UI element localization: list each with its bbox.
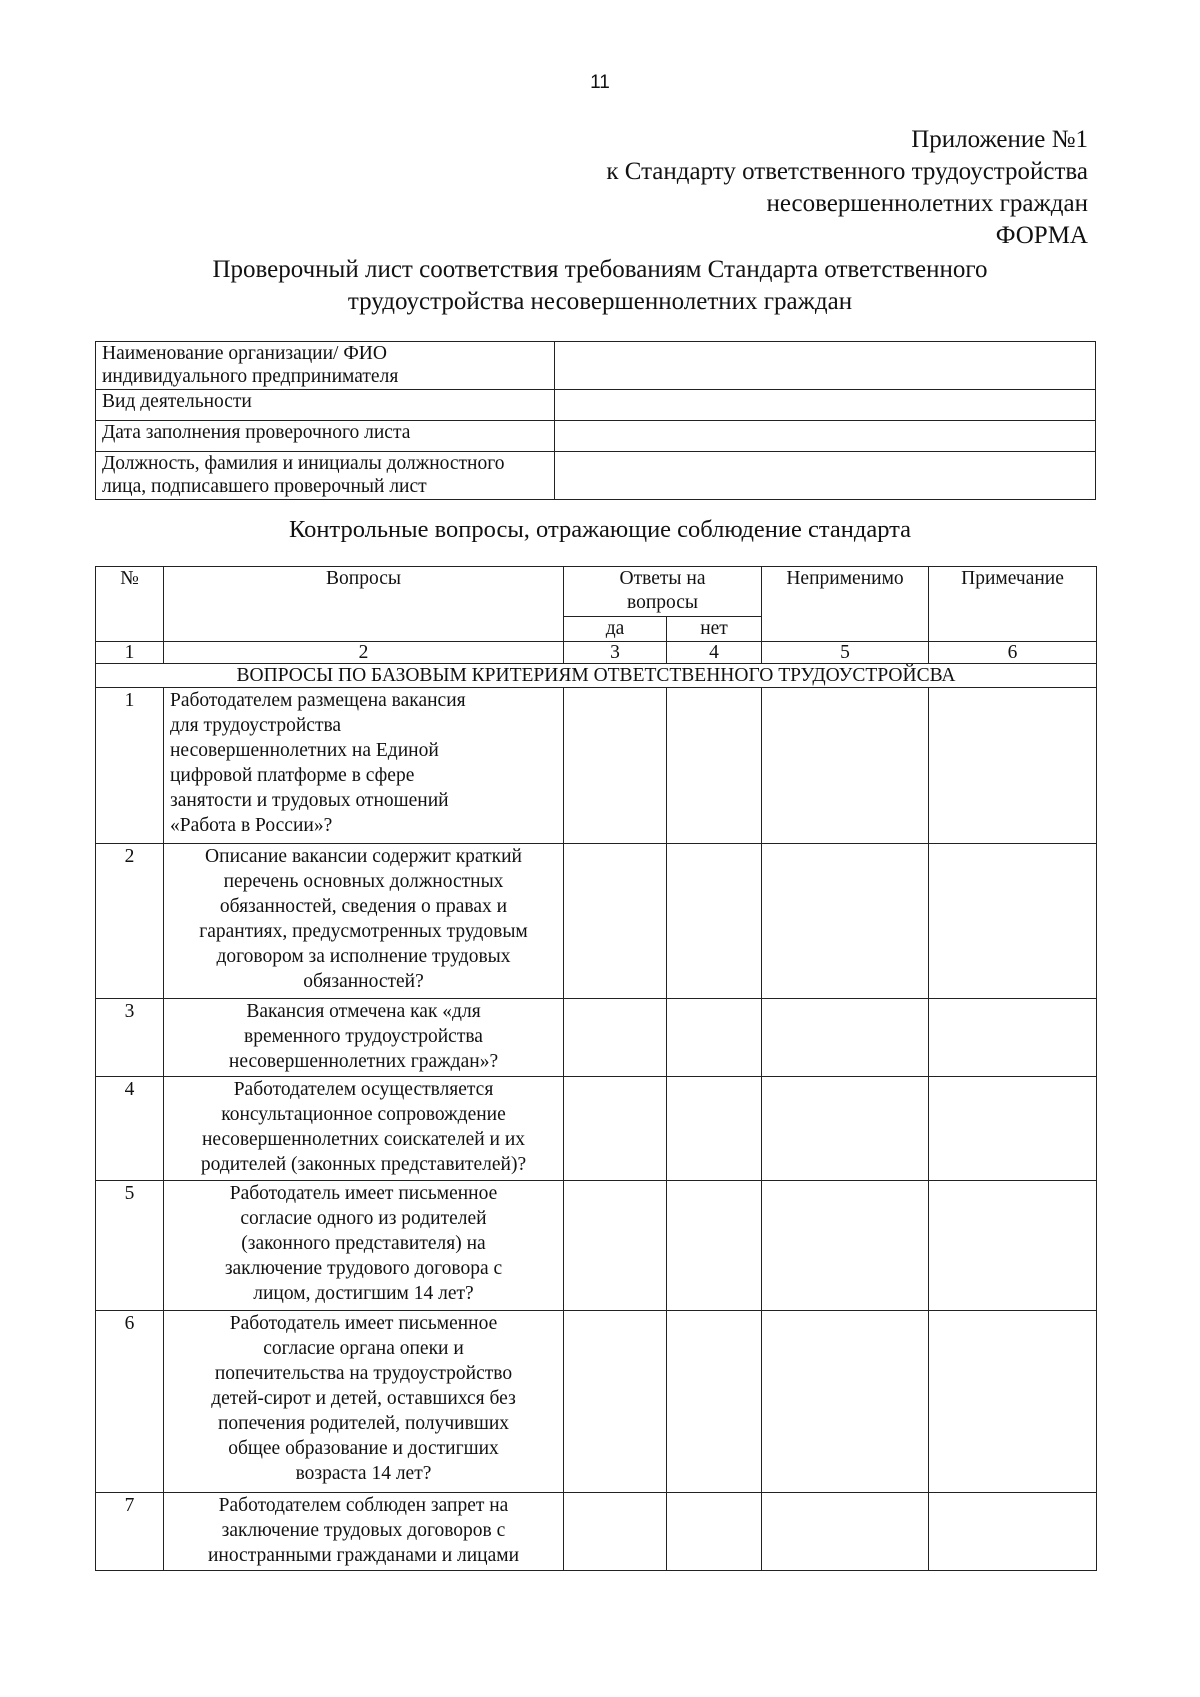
org-row: [96, 452, 1096, 500]
question-line: согласие органа опеки и: [263, 1338, 464, 1359]
column-number: 5: [762, 642, 929, 664]
question-line: Работодатель имеет письменное: [229, 1183, 498, 1204]
table-row: [96, 1077, 1097, 1181]
answer-no-cell[interactable]: [667, 1311, 762, 1493]
question-line: несовершеннолетних граждан»?: [228, 1051, 499, 1072]
column-number: 1: [96, 642, 164, 664]
header-note: Примечание: [929, 567, 1097, 642]
question-line: временного трудоустройства: [244, 1026, 483, 1047]
answer-yes-cell[interactable]: [564, 1181, 667, 1311]
question-line: попечения родителей, получивших: [217, 1413, 510, 1434]
question-line: родителей (законных представителей)?: [200, 1154, 527, 1175]
row-number: 2: [96, 844, 164, 999]
answer-no-cell[interactable]: [667, 1181, 762, 1311]
answer-no-cell[interactable]: [667, 844, 762, 999]
question-line: Работодателем осуществляется: [233, 1079, 494, 1100]
annex-line: к Стандарту ответственного трудоустройства: [606, 158, 1088, 185]
org-label-line: лица, подписавшего проверочный лист: [102, 476, 427, 497]
not-applicable-cell[interactable]: [762, 1077, 929, 1181]
official-value-field[interactable]: [555, 452, 1096, 500]
question-line: Работодатель имеет письменное: [229, 1313, 498, 1334]
row-number: 1: [96, 688, 164, 844]
question-line: лицом, достигшим 14 лет?: [253, 1283, 474, 1304]
organization-info-table: [95, 341, 1096, 500]
question-line: гарантиях, предусмотренных трудовым: [199, 921, 528, 942]
table-row: [96, 688, 1097, 844]
question-line: Вакансия отмечена как «для: [246, 1001, 481, 1022]
question-line: Работодателем размещена вакансия: [170, 690, 466, 711]
question-line: договором за исполнение трудовых: [216, 946, 511, 967]
question-line: «Работа в России»?: [170, 815, 333, 836]
question-line: цифровой платформе в сфере: [170, 765, 415, 786]
answer-yes-cell[interactable]: [564, 1493, 667, 1571]
title-line: трудоустройства несовершеннолетних граждан: [347, 288, 853, 315]
column-number: 4: [667, 642, 762, 664]
note-cell[interactable]: [929, 688, 1097, 844]
header-questions: Вопросы: [164, 567, 564, 642]
annex-header: [606, 124, 1088, 252]
column-number: 6: [929, 642, 1097, 664]
org-label-line: Должность, фамилия и инициалы должностного: [102, 453, 505, 474]
table-row: [96, 999, 1097, 1077]
question-cell: [164, 1181, 564, 1311]
answer-yes-cell[interactable]: [564, 1311, 667, 1493]
table-row: [96, 1181, 1097, 1311]
column-number: 2: [164, 642, 564, 664]
not-applicable-cell[interactable]: [762, 1181, 929, 1311]
not-applicable-cell[interactable]: [762, 1493, 929, 1571]
row-number: 4: [96, 1077, 164, 1181]
question-line: Описание вакансии содержит краткий: [205, 846, 522, 867]
note-cell[interactable]: [929, 999, 1097, 1077]
org-label: [96, 452, 555, 500]
answer-yes-cell[interactable]: [564, 1077, 667, 1181]
org-row: [96, 390, 1096, 421]
question-line: консультационное сопровождение: [221, 1104, 506, 1125]
question-line: детей-сирот и детей, оставшихся без: [211, 1388, 516, 1409]
header-answers: [564, 567, 762, 617]
title-line: Проверочный лист соответствия требованиям Стандарта ответственного: [212, 256, 988, 283]
org-label: [96, 342, 555, 390]
form-label: ФОРМА: [995, 222, 1088, 249]
note-cell[interactable]: [929, 1077, 1097, 1181]
org-value-field[interactable]: [555, 342, 1096, 390]
answer-no-cell[interactable]: [667, 1077, 762, 1181]
question-line: заключение трудовых договоров с: [221, 1520, 506, 1541]
date-value-field[interactable]: [555, 421, 1096, 452]
row-number: 3: [96, 999, 164, 1077]
org-label-line: индивидуального предпринимателя: [102, 366, 399, 387]
section-title-row: [96, 664, 1097, 688]
question-line: для трудоустройства: [170, 715, 342, 736]
question-cell: [164, 1493, 564, 1571]
header-answers-line: вопросы: [627, 592, 699, 613]
org-label-line: Дата заполнения проверочного листа: [102, 422, 411, 443]
question-line: (законного представителя) на: [241, 1233, 486, 1254]
question-line: Работодателем соблюден запрет на: [218, 1495, 509, 1516]
not-applicable-cell[interactable]: [762, 1311, 929, 1493]
header-answers-line: Ответы на: [619, 568, 706, 589]
answer-no-cell[interactable]: [667, 999, 762, 1077]
question-cell: [164, 999, 564, 1077]
table-row: [96, 1311, 1097, 1493]
note-cell[interactable]: [929, 1181, 1097, 1311]
table-row: [96, 844, 1097, 999]
header-no: нет: [667, 617, 762, 642]
column-number: 3: [564, 642, 667, 664]
document-title: [100, 254, 1100, 318]
activity-value-field[interactable]: [555, 390, 1096, 421]
question-line: согласие одного из родителей: [240, 1208, 487, 1229]
question-cell: [164, 1077, 564, 1181]
question-line: обязанностей?: [303, 971, 424, 992]
question-line: несовершеннолетних на Единой: [170, 740, 439, 761]
org-label: [96, 421, 555, 452]
question-line: возраста 14 лет?: [295, 1463, 432, 1484]
question-line: перечень основных должностных: [223, 871, 504, 892]
checklist-table: [95, 566, 1097, 1571]
annex-line: Приложение №1: [911, 126, 1088, 153]
row-number: 7: [96, 1493, 164, 1571]
answer-yes-cell[interactable]: [564, 688, 667, 844]
table-row: [96, 1493, 1097, 1571]
header-yes: да: [564, 617, 667, 642]
question-cell: [164, 688, 564, 844]
row-number: 5: [96, 1181, 164, 1311]
org-label-line: Наименование организации/ ФИО: [102, 343, 387, 364]
question-line: занятости и трудовых отношений: [170, 790, 449, 811]
question-line: заключение трудового договора с: [224, 1258, 503, 1279]
section-subheading: Контрольные вопросы, отражающие соблюдение стандарта: [288, 516, 912, 543]
row-number: 6: [96, 1311, 164, 1493]
not-applicable-cell[interactable]: [762, 999, 929, 1077]
question-cell: [164, 844, 564, 999]
answer-no-cell[interactable]: [667, 1493, 762, 1571]
header-not-applicable: Неприменимо: [762, 567, 929, 642]
question-cell: [164, 1311, 564, 1493]
answer-yes-cell[interactable]: [564, 844, 667, 999]
annex-line: несовершеннолетних граждан: [766, 190, 1088, 217]
note-cell[interactable]: [929, 844, 1097, 999]
question-line: общее образование и достигших: [228, 1438, 499, 1459]
org-label-line: Вид деятельности: [102, 391, 252, 412]
answer-no-cell[interactable]: [667, 688, 762, 844]
page-number: 11: [590, 72, 610, 93]
note-cell[interactable]: [929, 1493, 1097, 1571]
section-title: ВОПРОСЫ ПО БАЗОВЫМ КРИТЕРИЯМ ОТВЕТСТВЕННОГО ТРУДОУСТРОЙСВА: [96, 664, 1097, 688]
answer-yes-cell[interactable]: [564, 999, 667, 1077]
question-line: попечительства на трудоустройство: [214, 1363, 513, 1384]
org-label: [96, 390, 555, 421]
not-applicable-cell[interactable]: [762, 688, 929, 844]
column-number-row: [96, 642, 1097, 664]
org-row: [96, 421, 1096, 452]
not-applicable-cell[interactable]: [762, 844, 929, 999]
header-num: №: [96, 567, 164, 642]
question-line: иностранными гражданами и лицами: [207, 1545, 520, 1566]
question-line: обязанностей, сведения о правах и: [219, 896, 508, 917]
question-line: несовершеннолетних соискателей и их: [201, 1129, 526, 1150]
header-row: [96, 567, 1097, 617]
org-row: [96, 342, 1096, 390]
note-cell[interactable]: [929, 1311, 1097, 1493]
